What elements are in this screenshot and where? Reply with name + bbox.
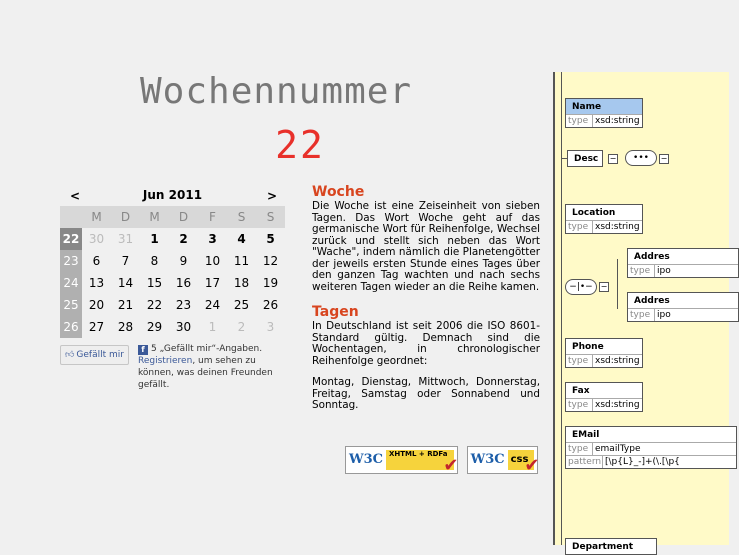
facebook-icon: f	[138, 345, 148, 355]
next-month-button[interactable]: >	[266, 189, 277, 203]
css-badge[interactable]	[467, 446, 539, 474]
schema-connector	[561, 72, 562, 545]
day-cell[interactable]: 8	[150, 254, 159, 268]
schema-node-phone[interactable]	[565, 338, 643, 368]
node-label: EMail	[572, 430, 600, 440]
day-cell[interactable]: 1	[208, 320, 217, 334]
schema-node-desc[interactable]	[567, 150, 603, 167]
day-cell[interactable]: 26	[262, 298, 279, 312]
type-value: xsd:string	[595, 400, 640, 410]
calendar	[60, 186, 285, 338]
calendar-week-row	[60, 228, 285, 250]
schema-diagram	[553, 72, 729, 552]
day-cell[interactable]: 23	[175, 298, 192, 312]
w3c-logo: W3C	[470, 452, 505, 467]
choice-icon: −|•−	[565, 279, 597, 295]
type-key: type	[628, 309, 655, 321]
prev-month-button[interactable]: <	[70, 189, 81, 203]
xhtml-rdfa-badge[interactable]	[345, 446, 458, 474]
validator-badges	[345, 446, 542, 474]
pattern-value: [\p{L}_-]+(\.[\p{	[605, 457, 680, 467]
like-info	[138, 343, 278, 391]
sequence-icon: •••	[625, 150, 657, 166]
day-cell[interactable]: 7	[121, 254, 130, 268]
weekday-label: M	[140, 206, 169, 228]
day-cell[interactable]: 4	[237, 232, 246, 246]
week-column-header	[60, 206, 82, 228]
day-cell[interactable]: 27	[88, 320, 105, 334]
type-key: type	[566, 115, 593, 127]
calendar-week-row	[60, 272, 285, 294]
schema-connector	[617, 259, 618, 309]
calendar-week-row	[60, 316, 285, 338]
node-label: Location	[572, 208, 616, 218]
day-cell[interactable]: 12	[262, 254, 279, 268]
weekday-label: D	[111, 206, 140, 228]
paragraph-weekdays: Montag, Dienstag, Mittwoch, Donnerstag, Freitag, Samstag oder Sonnabend und Sonntag.	[312, 376, 540, 411]
day-cell[interactable]: 14	[117, 276, 134, 290]
day-cell[interactable]: 18	[233, 276, 250, 290]
week-number-cell[interactable]: 24	[60, 272, 82, 294]
type-key: type	[566, 221, 593, 233]
article	[312, 183, 540, 422]
weekday-label: D	[169, 206, 198, 228]
collapse-icon[interactable]: −	[600, 282, 608, 291]
pattern-key: pattern	[568, 457, 602, 467]
heading-tagen: Tagen	[312, 304, 359, 320]
day-cell[interactable]: 25	[233, 298, 250, 312]
day-cell[interactable]: 1	[150, 232, 159, 246]
day-cell[interactable]: 30	[175, 320, 192, 334]
type-value: xsd:string	[595, 356, 640, 366]
node-label: Desc	[574, 154, 599, 164]
weekday-label: M	[82, 206, 111, 228]
collapse-icon[interactable]: −	[609, 154, 617, 163]
schema-node-department[interactable]	[565, 538, 657, 555]
type-key: type	[566, 443, 593, 455]
type-value: xsd:string	[595, 116, 640, 126]
type-value: xsd:string	[595, 222, 640, 232]
node-label: Addres	[634, 252, 670, 262]
day-cell[interactable]: 30	[88, 232, 105, 246]
day-cell[interactable]: 10	[204, 254, 221, 268]
like-count-text: 5 „Gefällt mir“-Angaben.	[151, 344, 263, 354]
schema-node-fax[interactable]	[565, 382, 643, 412]
weekday-label: S	[256, 206, 285, 228]
day-cell[interactable]: 16	[175, 276, 192, 290]
day-cell[interactable]: 21	[117, 298, 134, 312]
calendar-header	[60, 186, 285, 206]
day-cell[interactable]: 9	[179, 254, 188, 268]
day-cell[interactable]: 2	[237, 320, 246, 334]
w3c-logo: W3C	[349, 452, 383, 467]
collapse-icon[interactable]: −	[660, 154, 668, 163]
day-cell[interactable]: 5	[266, 232, 275, 246]
register-link[interactable]: Registrieren	[138, 356, 193, 366]
day-cell[interactable]: 20	[88, 298, 105, 312]
calendar-grid	[60, 206, 285, 338]
schema-node-location[interactable]	[565, 204, 643, 234]
day-cell[interactable]: 31	[117, 232, 134, 246]
node-label: Fax	[572, 386, 590, 396]
calendar-week-row	[60, 294, 285, 316]
week-number-cell[interactable]: 25	[60, 294, 82, 316]
like-button[interactable]	[60, 345, 129, 365]
paragraph-woche: Die Woche ist eine Zeiseinheit von sieben Tagen. Das Wort Woche geht auf das germanische Wort für Reihenfolge, Wechsel zurück und stellt sich neben das Wort "Wache", indem nämlich die Planetengötter der jeweils ersten Stunde eines Tages über den ganzen Tag wachten und nach sechs weiteren Tagen wieder an die Reihe kamen.	[312, 200, 540, 293]
day-cell[interactable]: 19	[262, 276, 279, 290]
day-cell[interactable]: 2	[179, 232, 188, 246]
week-number-cell[interactable]: 26	[60, 316, 82, 338]
weekday-label: S	[227, 206, 256, 228]
page-title: Wochennummer	[140, 72, 460, 112]
type-value: ipo	[657, 310, 671, 320]
day-cell[interactable]: 13	[88, 276, 105, 290]
heading-woche: Woche	[312, 184, 365, 200]
schema-node-email[interactable]	[565, 426, 737, 469]
xhtml-label: XHTML + RDFa	[386, 450, 454, 470]
type-key: type	[566, 399, 593, 411]
type-value: emailType	[595, 444, 641, 454]
like-button-label: Gefällt mir	[76, 350, 124, 360]
node-label: Phone	[572, 342, 604, 352]
calendar-month-label: Jun 2011	[142, 188, 203, 202]
weekday-label: F	[198, 206, 227, 228]
css-label: css	[508, 450, 535, 470]
thumbs-up-icon: 👍︎	[65, 350, 75, 360]
type-key: type	[628, 265, 655, 277]
day-cell[interactable]: 22	[146, 298, 163, 312]
node-label: Addres	[634, 296, 670, 306]
current-week-number: 22	[275, 123, 325, 167]
day-cell[interactable]: 28	[117, 320, 134, 334]
day-cell[interactable]: 29	[146, 320, 163, 334]
type-key: type	[566, 355, 593, 367]
day-cell[interactable]: 24	[204, 298, 221, 312]
day-cell[interactable]: 15	[146, 276, 163, 290]
week-number-cell[interactable]: 23	[60, 250, 82, 272]
day-cell[interactable]: 6	[92, 254, 101, 268]
checkmark-icon: ✔	[443, 455, 459, 476]
type-value: ipo	[657, 266, 671, 276]
schema-node-address[interactable]	[627, 292, 739, 322]
day-cell[interactable]: 3	[208, 232, 217, 246]
day-cell[interactable]: 3	[266, 320, 275, 334]
node-label: Name	[566, 99, 642, 114]
schema-node-address[interactable]	[627, 248, 739, 278]
node-label: Department	[572, 542, 634, 552]
calendar-week-row	[60, 250, 285, 272]
paragraph-iso: In Deutschland ist seit 2006 die ISO 8601-Standard gültig. Demnach sind die Wochentagen, in chronologischer Reihenfolge geordnet:	[312, 320, 540, 367]
day-cell[interactable]: 17	[204, 276, 221, 290]
week-number-cell[interactable]: 22	[60, 228, 82, 250]
like-rest-text: , um sehen zu können, was deinen Freunden gefällt.	[138, 356, 273, 390]
checkmark-icon: ✔	[524, 455, 540, 476]
weekday-row	[60, 206, 285, 228]
day-cell[interactable]: 11	[233, 254, 250, 268]
schema-node-name[interactable]	[565, 98, 643, 128]
